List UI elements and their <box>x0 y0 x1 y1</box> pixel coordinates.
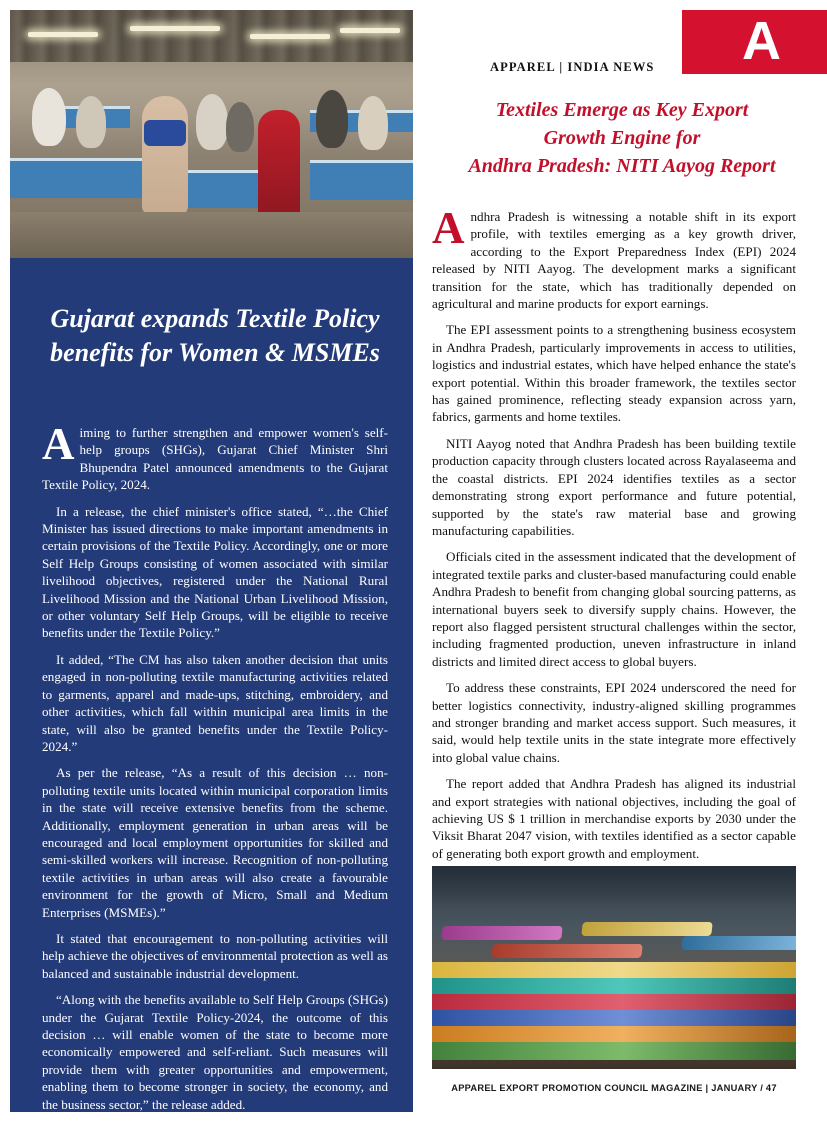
headline-line-3: Andhra Pradesh: NITI Aayog Report <box>468 155 776 177</box>
paragraph: As per the release, “As a result of this decision … non-polluting textile units located within municipal corporation limits in the state will receive extensive benefits from the scheme. Additionally, employment generation in urban areas will be encouraged and local employment opportunities for skilled and semi-skilled workers will increase. Recognition of non-polluting textile activities in urban areas will also create a favourable environment for the growth of Micro, Small and Medium Enterprises (MSMEs).” <box>42 765 388 920</box>
fabric-roll <box>432 1042 796 1060</box>
fabric-roll <box>581 922 712 936</box>
textile-rolls-photo <box>432 866 796 1069</box>
drop-cap: A <box>432 203 465 253</box>
garment-factory-photo <box>10 10 413 258</box>
paragraph: “Along with the benefits available to Self Help Groups (SHGs) under the Gujarat Textile Policy-2024, the outcome of this decision … will enable women of the state to become more economically empowered and self-reliant. Such measures will provide them with greater opportunities and empowerment, enabling them to become stronger in society, the economy, and the business sector,” the release added. <box>42 992 388 1112</box>
paragraph: Officials cited in the assessment indicated that the development of integrated textile parks and cluster-based manufacturing could enable Andhra Pradesh to benefit from changing global sourcing patterns, as international buyers seek to diversify supply chains. However, the report also flagged persistent structural challenges within the sector, including fragmented production, uneven infrastructure in inland districts and limited direct access to global buyers. <box>432 549 796 669</box>
footer-text: APPAREL EXPORT PROMOTION COUNCIL MAGAZINE | JANUARY / <box>451 1083 766 1093</box>
fabric-roll <box>432 994 796 1010</box>
page-footer <box>432 1083 796 1093</box>
fabric-roll <box>432 962 796 978</box>
ceiling-light <box>130 26 220 31</box>
fabric-roll <box>432 978 796 994</box>
headline-line-1: Textiles Emerge as Key Export <box>495 99 749 121</box>
dress-mannequin <box>142 96 188 216</box>
photo-upper-shadow <box>432 866 796 910</box>
factory-worker <box>358 96 388 150</box>
sewing-table <box>10 158 160 198</box>
paragraph-text: iming to further strengthen and empower women's self-help groups (SHGs), Gujarat Chief Minister Shri Bhupendra Patel announced amendments to the Gujarat Textile Policy, 2024. <box>42 425 388 493</box>
paragraph: It stated that encouragement to non-polluting activities will help achieve the objectives of environmental protection as well as balanced and sustainable industrial development. <box>42 930 388 981</box>
page-number: 47 <box>765 1083 777 1093</box>
paragraph: To address these constraints, EPI 2024 underscored the need for better logistics connectivity, industry-aligned skilling programmes and stronger branding and market access support. Such measures, it said, would help textile units in the state integrate more effectively into global value chains. <box>432 680 796 765</box>
photo-floor <box>10 212 413 258</box>
paragraph <box>432 203 796 312</box>
section-kicker: APPAREL | INDIA NEWS <box>490 60 655 74</box>
fabric-roll <box>441 926 562 940</box>
fabric-roll <box>491 944 642 958</box>
factory-worker <box>196 94 228 150</box>
paragraph <box>42 419 388 494</box>
paragraph: In a release, the chief minister's office stated, “…the Chief Minister has issued directions to make important amendments in certain provisions of the Textile Policy. Accordingly, one or more Self Help Groups consisting of women associated with similar livelihood objectives, registered under the National Rural Livelihood Mission and the National Urban Livelihood Mission, or other voluntary Self Help Groups, will be eligible to receive benefits under the Textile Policy.” <box>42 503 388 641</box>
ceiling-light <box>28 32 98 37</box>
paragraph: It added, “The CM has also taken another decision that units engaged in non-polluting textile manufacturing activities related to garments, apparel and made-ups, stitching, embroidery, and other activities, which fall within municipal area limits in the state, will also be granted benefits under the Textile Policy-2024.” <box>42 651 388 754</box>
factory-worker <box>32 88 66 146</box>
right-article-body <box>432 203 796 871</box>
paragraph: The EPI assessment points to a strengthening business ecosystem in Andhra Pradesh, particularly improvements in access to utilities, logistics and industrial estates, which have helped enhance the state's export potential. Within this broader framework, the textiles sector has gained prominence, reflecting steady expansion across yarn, fabrics, garments and home textiles. <box>432 322 796 425</box>
ceiling-light <box>340 28 400 33</box>
left-article-title <box>40 302 390 370</box>
ceiling-light <box>250 34 330 39</box>
drop-cap: A <box>42 419 75 469</box>
left-article-body <box>42 419 388 1112</box>
paragraph: The report added that Andhra Pradesh has aligned its industrial and export strategies with national objectives, including the goal of achieving US $ 1 trillion in merchandise exports by 2030 under the Viksit Bharat 2047 vision, with textiles identified as a sector capable of generating both export growth and employment. <box>432 776 796 861</box>
paragraph-text: ndhra Pradesh is witnessing a notable shift in its export profile, with textiles emerging as a key growth driver, according to the Export Preparedness Index (EPI) 2024 released by NITI Aayog. The development marks a significant transition for the state, which has traditionally depended on agricultural and marine products for export earnings. <box>432 209 796 312</box>
right-article-column <box>432 0 827 1122</box>
left-title-line-1: Gujarat expands Textile Policy <box>50 304 380 333</box>
factory-worker <box>76 96 106 148</box>
headline-line-2: Growth Engine for <box>543 127 701 149</box>
left-title-line-2: benefits for Women & MSMEs <box>50 338 380 367</box>
factory-worker <box>226 102 254 152</box>
fabric-roll <box>432 1026 796 1042</box>
fabric-roll <box>681 936 796 950</box>
paragraph: NITI Aayog noted that Andhra Pradesh has been building textile production capacity through clusters located across Rayalaseema and the coastal districts. EPI 2024 identifies textiles as a sector demonstrating strong export performance and future potential, supported by the state's raw material base and growing manufacturing capabilities. <box>432 435 796 538</box>
right-article-headline <box>432 96 812 180</box>
factory-worker <box>316 90 348 148</box>
sewing-table <box>310 160 413 200</box>
worker-red-sari <box>258 110 300 218</box>
fabric-roll <box>432 1010 796 1026</box>
left-article-panel <box>10 10 413 1112</box>
logo-letter-a: A <box>742 11 779 71</box>
